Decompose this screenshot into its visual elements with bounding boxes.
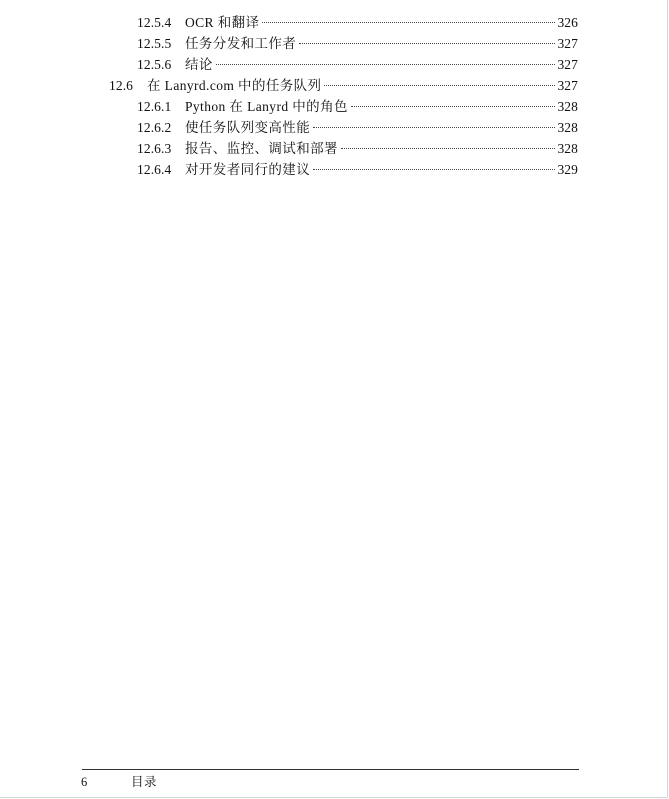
toc-dot-leader (351, 106, 556, 107)
toc-entry-number: 12.6.4 (137, 162, 172, 177)
toc-entry-title: OCR 和翻译 (185, 15, 260, 30)
toc-dot-leader (299, 43, 555, 44)
toc-entry-number: 12.5.4 (137, 15, 172, 30)
toc-entry-number: 12.6.2 (137, 120, 172, 135)
footer-section-title: 目录 (131, 775, 158, 789)
toc-entry-title: 对开发者同行的建议 (185, 162, 311, 177)
toc-entry[interactable] (137, 139, 578, 159)
toc-entry[interactable] (137, 160, 578, 180)
toc-entry[interactable] (137, 13, 578, 33)
toc-entry-page: 329 (557, 162, 578, 177)
toc-dot-leader (216, 64, 556, 65)
toc-entry-number: 12.5.6 (137, 57, 172, 72)
toc-entry-page: 327 (557, 36, 578, 51)
toc-entry-page: 328 (557, 120, 578, 135)
toc-entry-title: 任务分发和工作者 (185, 36, 297, 51)
toc-entry-title: Python 在 Lanyrd 中的角色 (185, 99, 348, 114)
toc-dot-leader (262, 22, 555, 23)
footer-page-number: 6 (81, 775, 88, 789)
toc-dot-leader (324, 85, 555, 86)
toc-dot-leader (313, 127, 555, 128)
toc-dot-leader (313, 169, 555, 170)
toc-entry-page: 326 (557, 15, 578, 30)
toc-entry-title: 在 Lanyrd.com 中的任务队列 (147, 78, 322, 93)
toc-entry-number: 12.6.3 (137, 141, 172, 156)
toc-dot-leader (341, 148, 556, 149)
toc-entry[interactable] (109, 76, 578, 96)
toc-entry[interactable] (137, 97, 578, 117)
toc-entry-number: 12.6.1 (137, 99, 172, 114)
toc-entry[interactable] (137, 55, 578, 75)
toc-entry[interactable] (137, 34, 578, 54)
toc-entry-title: 使任务队列变高性能 (185, 120, 311, 135)
toc-entry-title: 结论 (185, 57, 213, 72)
toc-entry-page: 328 (557, 141, 578, 156)
toc-entry[interactable] (137, 118, 578, 138)
toc-entry-number: 12.6 (109, 78, 134, 93)
toc-entry-title: 报告、监控、调试和部署 (185, 141, 338, 156)
toc-entry-page: 327 (557, 78, 578, 93)
footer-divider (82, 769, 579, 770)
toc-entry-page: 328 (557, 99, 578, 114)
toc-entry-page: 327 (557, 57, 578, 72)
toc-entry-number: 12.5.5 (137, 36, 172, 51)
